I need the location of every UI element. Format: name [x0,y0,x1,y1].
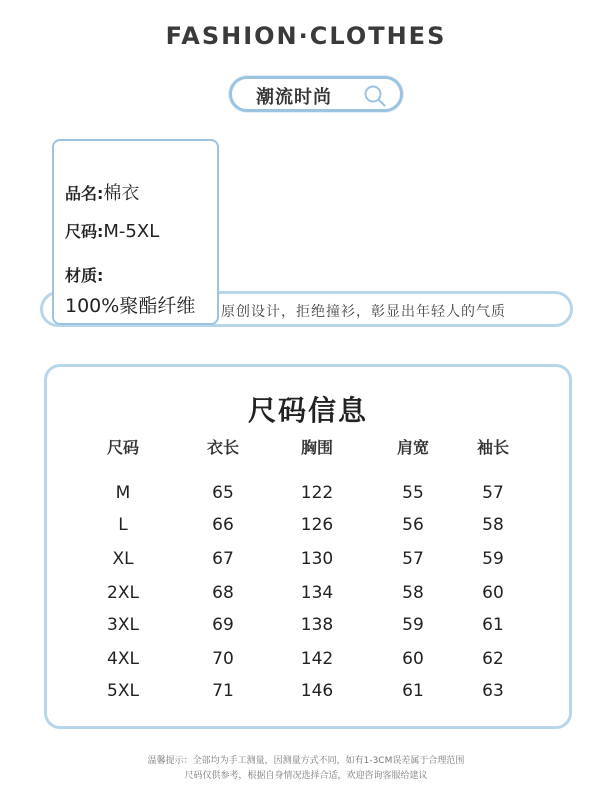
size-chart-cell: 55 [402,483,424,503]
size-chart-cell: 5XL [107,681,139,701]
size-chart-card [44,364,572,729]
size-chart-cell: 138 [300,615,334,635]
size-chart-cell: 60 [482,583,504,603]
product-size-row [65,219,159,242]
search-label: 潮流时尚 [256,87,332,108]
product-material-value: 100%聚酯纤维 [65,295,196,317]
size-chart-cell: 70 [212,649,234,669]
size-chart-cell: XL [112,549,134,569]
size-chart-title: 尺码信息 [247,394,368,427]
size-chart-header: 尺码 [106,438,139,457]
size-chart-cell: 3XL [107,615,139,635]
size-chart-cell: 65 [212,483,234,503]
size-chart-cell: 2XL [107,583,139,603]
size-chart-cell: 58 [402,583,424,603]
size-chart-header: 胸围 [300,438,333,457]
size-chart-cell: 57 [482,483,504,503]
size-chart-header: 袖长 [476,438,509,457]
size-chart-cell: M [115,483,131,503]
product-material-label: 材质: [65,266,104,285]
size-chart-cell: 4XL [107,649,139,669]
size-chart-cell: 142 [300,649,334,669]
size-chart-cell: 126 [300,515,334,535]
search-bar[interactable] [229,76,403,112]
size-chart-cell: 67 [212,549,234,569]
size-chart-cell: 146 [300,681,334,701]
product-info-card [52,139,219,325]
size-chart-cell: 69 [212,615,234,635]
product-size-value: M-5XL [103,221,160,242]
size-chart-cell: 60 [402,649,424,669]
search-icon[interactable] [363,84,387,108]
size-chart-cell: 62 [482,649,504,669]
size-chart-cell: 59 [402,615,424,635]
product-name-label: 品名: [65,184,104,203]
size-chart-cell: 130 [300,549,334,569]
size-chart-header: 肩宽 [396,438,429,457]
tagline-text: 原创设计，拒绝撞衫，彰显出年轻人的气质 [221,304,506,320]
size-chart-cell: 61 [402,681,424,701]
notice-line-1: 温馨提示：全部均为手工测量，因测量方式不同，如有1-3CM误差属于合理范围 [147,756,465,766]
notice-line-2: 尺码仅供参考，根据自身情况选择合适，欢迎咨询客服给建议 [184,771,428,781]
size-chart-header: 衣长 [206,438,239,457]
product-name-value: 棉衣 [103,183,140,204]
size-chart-cell: 57 [402,549,424,569]
size-chart-cell: 56 [402,515,424,535]
size-chart-cell: 58 [482,515,504,535]
product-material-label-row [65,263,103,286]
size-chart-cell: 59 [482,549,504,569]
size-chart-cell: 68 [212,583,234,603]
size-chart-cell: 66 [212,515,234,535]
size-chart-table [47,367,569,726]
product-size-label: 尺码: [65,222,104,241]
size-chart-cell: 122 [300,483,334,503]
size-chart-cell: L [118,515,128,535]
size-chart-cell: 61 [482,615,504,635]
product-name-row [65,179,139,205]
size-chart-cell: 71 [212,681,234,701]
size-chart-cell: 63 [482,681,504,701]
size-chart-cell: 134 [300,583,334,603]
brand-title: FASHION·CLOTHES [165,22,447,50]
